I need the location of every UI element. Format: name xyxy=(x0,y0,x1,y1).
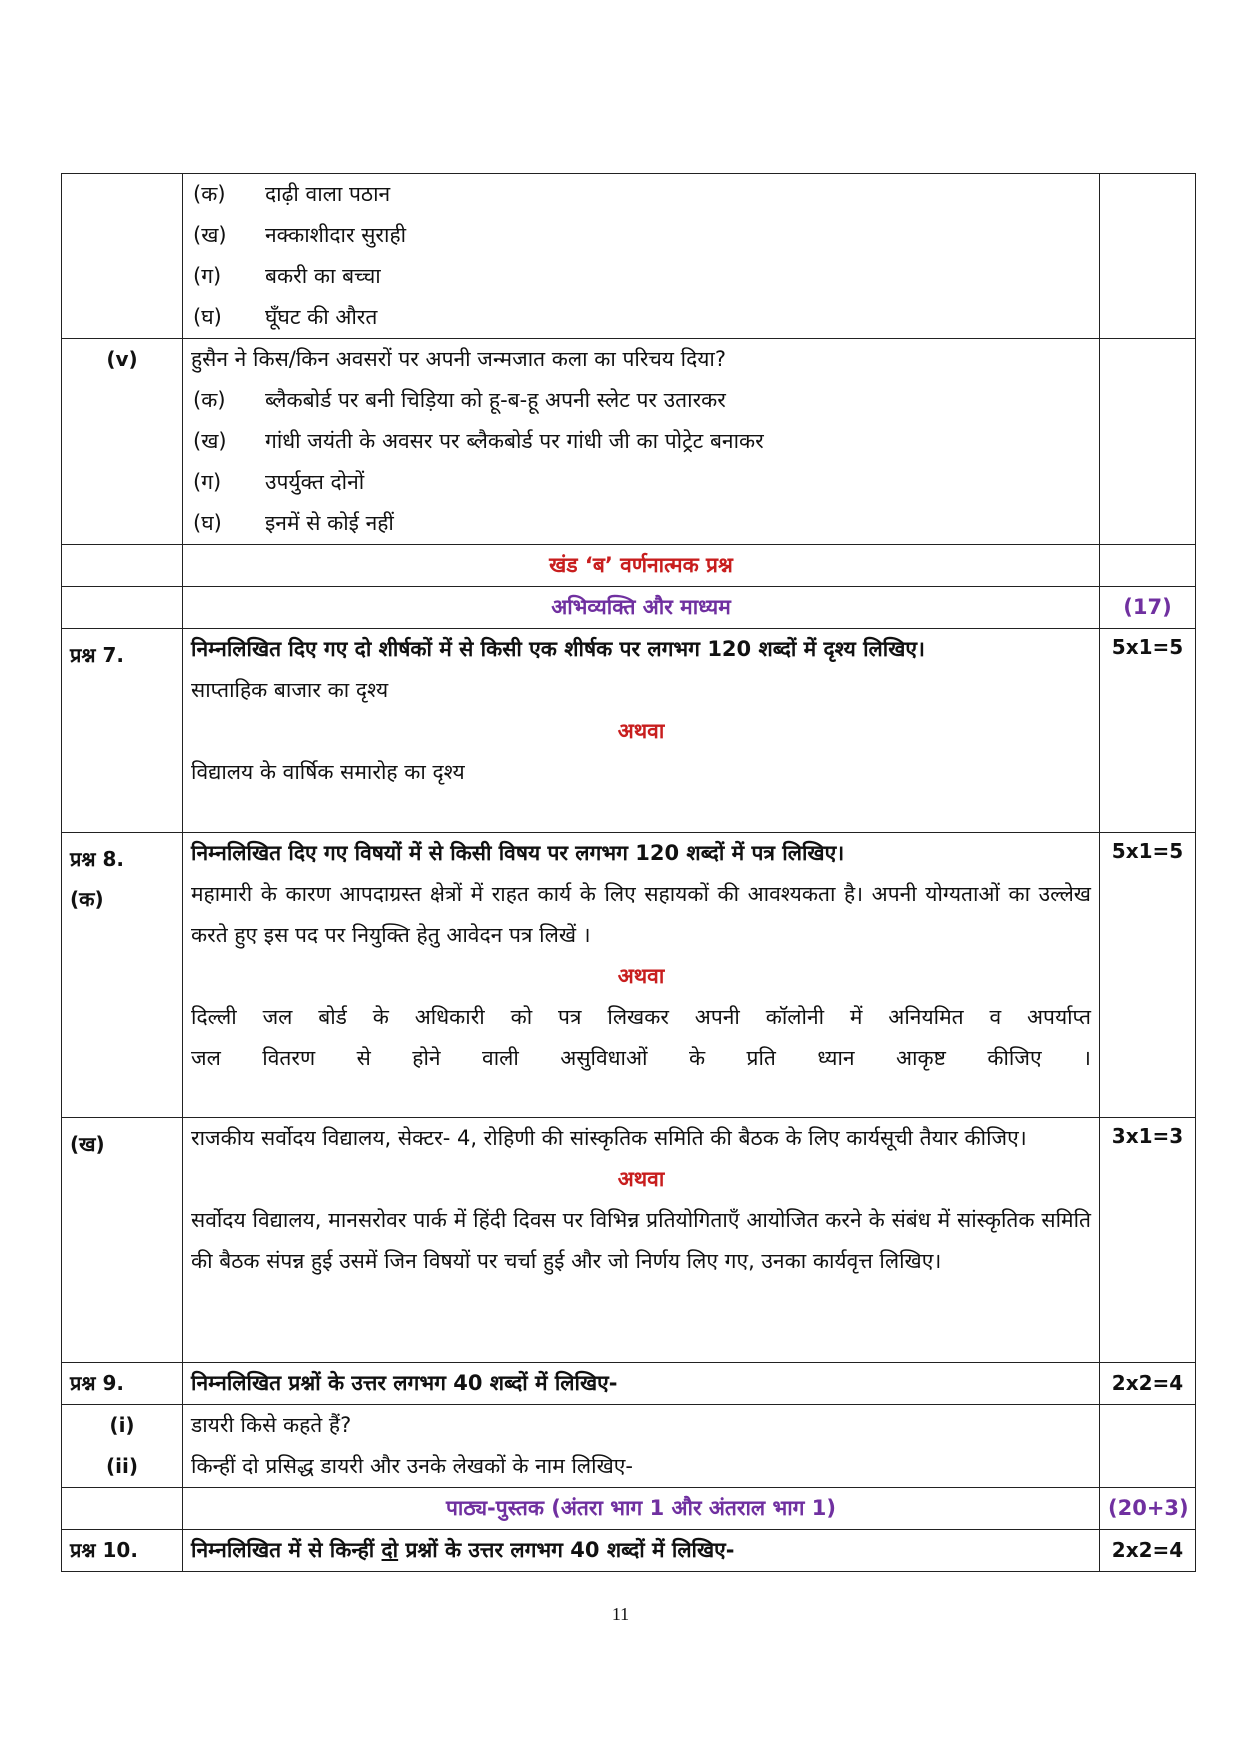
option: (क) दाढ़ी वाला पठान xyxy=(193,182,391,206)
question-text: निम्नलिखित में से किन्हीं दो प्रश्नों के उत्तर लगभग 40 शब्दों में लिखिए- xyxy=(183,1530,1100,1572)
option-text: विद्यालय के वार्षिक समारोह का दृश्य xyxy=(191,760,465,784)
question-text: हुसैन ने किस/किन अवसरों पर अपनी जन्मजात कला का परिचय दिया? xyxy=(191,347,727,371)
question-label-text: प्रश्न 8. xyxy=(70,847,124,871)
page-number: 11 xyxy=(611,1604,630,1624)
question-row xyxy=(62,1530,1196,1572)
sub-label: (क) xyxy=(70,887,104,911)
question-label: प्रश्न 10. xyxy=(62,1530,183,1572)
question-label xyxy=(62,833,183,1118)
subsection-row xyxy=(62,1488,1196,1530)
marks: 3x1=3 xyxy=(1100,1118,1196,1363)
subsection-row xyxy=(62,587,1196,629)
table-row xyxy=(62,339,1196,545)
item-text: किन्हीं दो प्रसिद्ध डायरी और उनके लेखकों के नाम लिखिए- xyxy=(191,1454,633,1478)
option-text: राजकीय सर्वोदय विद्यालय, सेक्टर- 4, रोहिणी की सांस्कृतिक समिति की बैठक के लिए कार्यसूची तैयार कीजिए। xyxy=(191,1126,1027,1150)
or-label: अथवा xyxy=(617,964,665,988)
question-row xyxy=(62,833,1196,1118)
options-iv xyxy=(183,174,1100,339)
question-label: प्रश्न 9. xyxy=(62,1363,183,1405)
question-row xyxy=(62,1363,1196,1405)
option: (ख) गांधी जयंती के अवसर पर ब्लैकबोर्ड पर गांधी जी का पोट्रेट बनाकर xyxy=(193,429,764,453)
question-row xyxy=(62,1118,1196,1363)
option: (ख) नक्काशीदार सुराही xyxy=(193,223,407,247)
option: (क) ब्लैकबोर्ड पर बनी चिड़िया को हू-ब-हू अपनी स्लेट पर उतारकर xyxy=(193,388,726,412)
table-row xyxy=(62,1405,1196,1488)
option: (घ) इनमें से कोई नहीं xyxy=(193,511,394,535)
option: (घ) घूँघट की औरत xyxy=(193,305,378,329)
item-number: (ii) xyxy=(106,1454,138,1478)
section-heading-row xyxy=(62,545,1196,587)
table-row xyxy=(62,174,1196,339)
subsection-marks: (20+3) xyxy=(1100,1488,1196,1530)
item-number: (i) xyxy=(109,1413,135,1437)
subsection-marks: (17) xyxy=(1100,587,1196,629)
subsection-title: अभिव्यक्ति और माध्यम xyxy=(183,587,1100,629)
marks: 2x2=4 xyxy=(1100,1363,1196,1405)
option-text: महामारी के कारण आपदाग्रस्त क्षेत्रों में राहत कार्य के लिए सहायकों की आवश्यकता है। अपनी योग्यताओं का उल्लेख करते हुए इस पद पर नियुक्ति हेतु आवेदन पत्र लिखें । xyxy=(191,882,1091,947)
question-text: निम्नलिखित प्रश्नों के उत्तर लगभग 40 शब्दों में लिखिए- xyxy=(183,1363,1100,1405)
marks: 2x2=4 xyxy=(1100,1530,1196,1572)
underlined-word: दो xyxy=(381,1538,399,1562)
marks: 5x1=5 xyxy=(1100,833,1196,1118)
option-text: साप्ताहिक बाजार का दृश्य xyxy=(191,678,389,702)
option-text: सर्वोदय विद्यालय, मानसरोवर पार्क में हिंदी दिवस पर विभिन्न प्रतियोगिताएँ आयोजित करने के संबंध में सांस्कृतिक समिति की बैठक संपन्न हुई उसमें जिन विषयों पर चर्चा हुई और जो निर्णय लिए गए, उनका कार्यवृत्त लिखिए। xyxy=(191,1208,1091,1273)
or-label: अथवा xyxy=(617,1167,665,1191)
section-title: खंड ‘ब’ वर्णनात्मक प्रश्न xyxy=(183,545,1100,587)
question-table xyxy=(61,173,1196,1572)
sub-label: (ख) xyxy=(62,1118,183,1363)
question-number: (v) xyxy=(62,339,183,545)
subsection-title: पाठ्य-पुस्तक (अंतरा भाग 1 और अंतराल भाग 1) xyxy=(183,1488,1100,1530)
option-text: दिल्ली जल बोर्ड के अधिकारी को पत्र लिखकर अपनी कॉलोनी में अनियमित व अपर्याप्त xyxy=(191,1005,1091,1029)
question-text: निम्नलिखित दिए गए दो शीर्षकों में से किसी एक शीर्षक पर लगभग 120 शब्दों में दृश्य लिखिए। xyxy=(191,637,925,661)
option: (ग) उपर्युक्त दोनों xyxy=(193,470,365,494)
option: (ग) बकरी का बच्चा xyxy=(193,264,381,288)
option-text: जल वितरण से होने वाली असुविधाओं के प्रति ध्यान आकृष्ट कीजिए । xyxy=(191,1046,1091,1070)
question-text: निम्नलिखित दिए गए विषयों में से किसी विषय पर लगभग 120 शब्दों में पत्र लिखिए। xyxy=(191,841,845,865)
item-text: डायरी किसे कहते हैं? xyxy=(191,1413,352,1437)
or-label: अथवा xyxy=(617,719,665,743)
question-row xyxy=(62,629,1196,833)
question-label: प्रश्न 7. xyxy=(62,629,183,833)
marks: 5x1=5 xyxy=(1100,629,1196,833)
